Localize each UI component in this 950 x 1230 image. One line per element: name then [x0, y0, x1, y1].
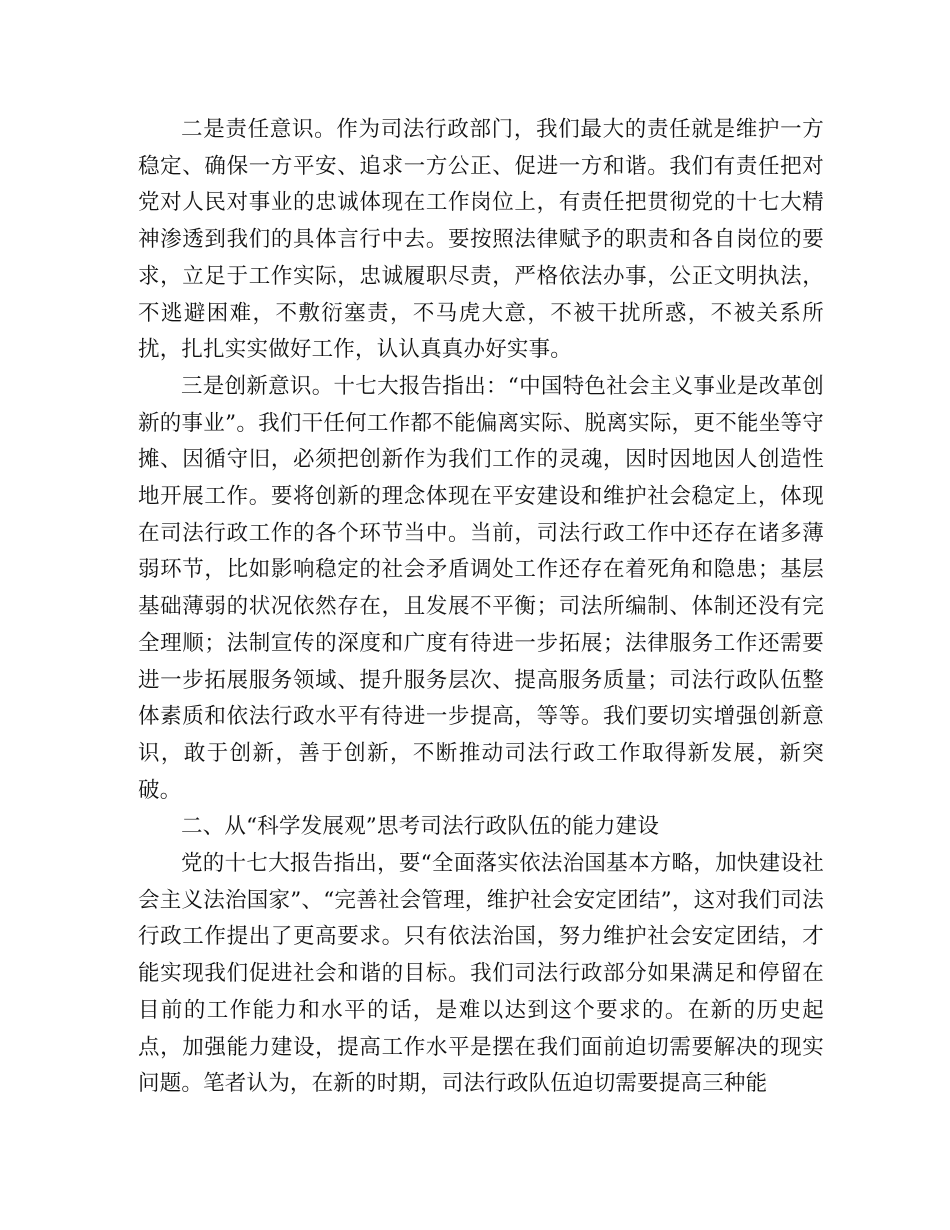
- paragraph-capability-building: 党的十七大报告指出，要“全面落实依法治国基本方略，加快建设社会主义法治国家”、“完善社会管理，维护社会安定团结”，这对我们司法行政工作提出了更高要求。只有依法治国，努力维护社会安定团结，才能实现我们促进社会和谐的目标。我们司法行政部分如果满足和停留在目前的工作能力和水平的话，是难以达到这个要求的。在新的历史起点，加强能力建设，提高工作水平是摆在我们面前迫切需要解决的现实问题。笔者认为，在新的时期，司法行政队伍迫切需要提高三种能: [138, 851, 824, 1097]
- paragraph-innovation-awareness: 三是创新意识。十七大报告指出：“中国特色社会主义事业是改革创新的事业”。我们干任何工作都不能偏离实际、脱离实际，更不能坐等守摊、因循守旧，必须把创新作为我们工作的灵魂，因时因地因人创造性地开展工作。要将创新的理念体现在平安建设和维护社会稳定上，体现在司法行政工作的各个环节当中。当前，司法行政工作中还存在诸多薄弱环节，比如影响稳定的社会矛盾调处工作还存在着死角和隐患；基层基础薄弱的状况依然存在，且发展不平衡；司法所编制、体制还没有完全理顺；法制宣传的深度和广度有待进一步拓展；法律服务工作还需要进一步拓展服务领域、提升服务层次、提高服务质量；司法行政队伍整体素质和依法行政水平有待进一步提高，等等。我们要切实增强创新意识，敢于创新，善于创新，不断推动司法行政工作取得新发展，新突破。: [138, 373, 824, 803]
- document-body: [138, 112, 824, 1103]
- paragraph-responsibility-awareness: 二是责任意识。作为司法行政部门，我们最大的责任就是维护一方稳定、确保一方平安、追求一方公正、促进一方和谐。我们有责任把对党对人民对事业的忠诚体现在工作岗位上，有责任把贯彻党的十七大精神渗透到我们的具体言行中去。要按照法律赋予的职责和各自岗位的要求，立足于工作实际，忠诚履职尽责，严格依法办事，公正文明执法，不逃避困难，不敷衍塞责，不马虎大意，不被干扰所惑，不被关系所扰，扎扎实实做好工作，认认真真办好实事。: [138, 117, 824, 363]
- section-heading-capability-building: 二、从“科学发展观”思考司法行政队伍的能力建设: [181, 814, 660, 840]
